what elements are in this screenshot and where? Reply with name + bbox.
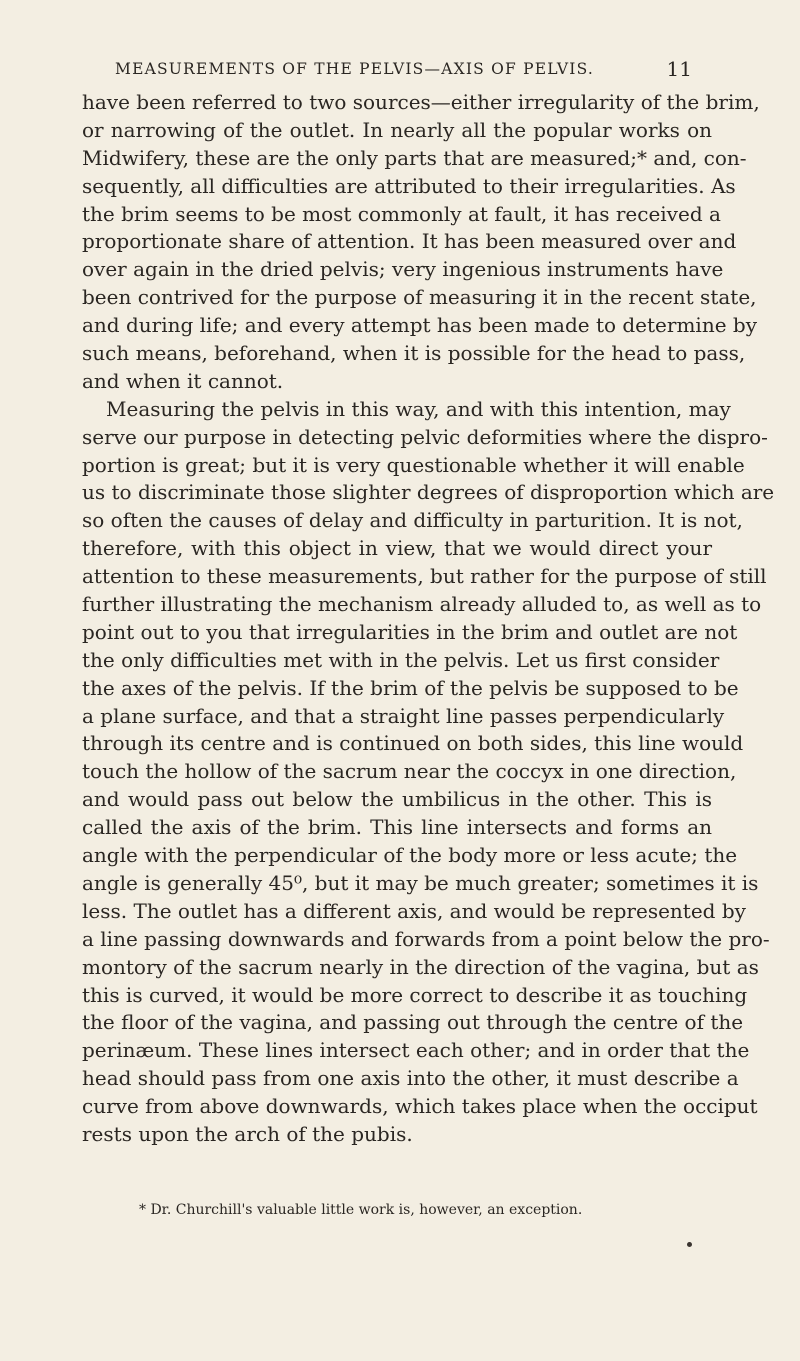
text-line: angle is generally 45⁰, but it may be much greater; sometimes it is — [82, 870, 759, 895]
paragraph — [82, 396, 775, 1149]
text-line: therefore, with this object in view, that we would direct your — [82, 536, 712, 561]
text-line: called the axis of the brim. This line intersects and forms an — [82, 815, 712, 840]
text-line: Measuring the pelvis in this way, and with this intention, may — [106, 396, 731, 421]
text-line: point out to you that irregularities in the brim and outlet are not — [82, 619, 738, 644]
text-line: and during life; and every attempt has been made to determine by — [82, 313, 757, 338]
text-line: the floor of the vagina, and passing out through the centre of the — [82, 1010, 744, 1035]
text-line: and when it cannot. — [82, 368, 284, 393]
text-line: the only difficulties met with in the pelvis. Let us first consider — [82, 647, 720, 672]
text-line: touch the hollow of the sacrum near the coccyx in one direction, — [82, 759, 737, 784]
page-number: 11 — [666, 57, 692, 81]
text-line: this is curved, it would be more correct to describe it as touching — [82, 982, 748, 1007]
text-line: been contrived for the purpose of measuring it in the recent state, — [82, 285, 757, 310]
text-line: such means, beforehand, when it is possible for the head to pass, — [82, 341, 746, 366]
text-line: angle with the perpendicular of the body more or less acute; the — [82, 843, 738, 868]
text-line: the axes of the pelvis. If the brim of the pelvis be supposed to be — [82, 675, 739, 700]
text-line: curve from above downwards, which takes place when the occiput — [82, 1094, 758, 1119]
text-line: attention to these measurements, but rather for the purpose of still — [82, 564, 767, 589]
text-line: a line passing downwards and forwards from a point below the pro- — [82, 926, 770, 951]
text-line: over again in the dried pelvis; very ingenious instruments have — [82, 257, 724, 282]
text-line: us to discriminate those slighter degrees of disproportion which are — [82, 480, 775, 505]
text-line: serve our purpose in detecting pelvic deformities where the dispro- — [82, 424, 768, 449]
text-line: have been referred to two sources—either irregularity of the brim, — [82, 90, 760, 114]
text-line: perinæum. These lines intersect each other; and in order that the — [82, 1038, 750, 1063]
text-line: rests upon the arch of the pubis. — [82, 1121, 413, 1146]
running-head — [115, 57, 692, 84]
text-line: further illustrating the mechanism already alluded to, as well as to — [82, 592, 762, 617]
text-line: or narrowing of the outlet. In nearly all the popular works on — [82, 117, 712, 142]
body-text — [82, 89, 775, 1149]
text-line: proportionate share of attention. It has been measured over and — [82, 229, 737, 254]
text-line: portion is great; but it is very questionable whether it will enable — [82, 452, 745, 477]
paragraph — [82, 89, 760, 396]
footnote: * Dr. Churchill's valuable little work is, however, an exception. — [139, 1202, 583, 1218]
text-line: and would pass out below the umbilicus in the other. This is — [82, 787, 712, 812]
text-line: sequently, all difficulties are attributed to their irregularities. As — [82, 173, 736, 198]
running-title: MEASUREMENTS OF THE PELVIS—AXIS OF PELVIS. — [115, 60, 594, 78]
ink-speck — [687, 1242, 692, 1247]
text-line: head should pass from one axis into the other, it must describe a — [82, 1066, 739, 1091]
text-line: so often the causes of delay and difficulty in parturition. It is not, — [82, 508, 743, 533]
text-line: through its centre and is continued on both sides, this line would — [82, 731, 744, 756]
text-line: Midwifery, these are the only parts that are measured;* and, con- — [82, 145, 747, 170]
text-line: the brim seems to be most commonly at fault, it has received a — [82, 201, 721, 226]
text-line: less. The outlet has a different axis, and would be represented by — [82, 898, 746, 923]
text-line: a plane surface, and that a straight line passes perpendicularly — [82, 703, 725, 728]
text-line: montory of the sacrum nearly in the direction of the vagina, but as — [82, 954, 759, 979]
